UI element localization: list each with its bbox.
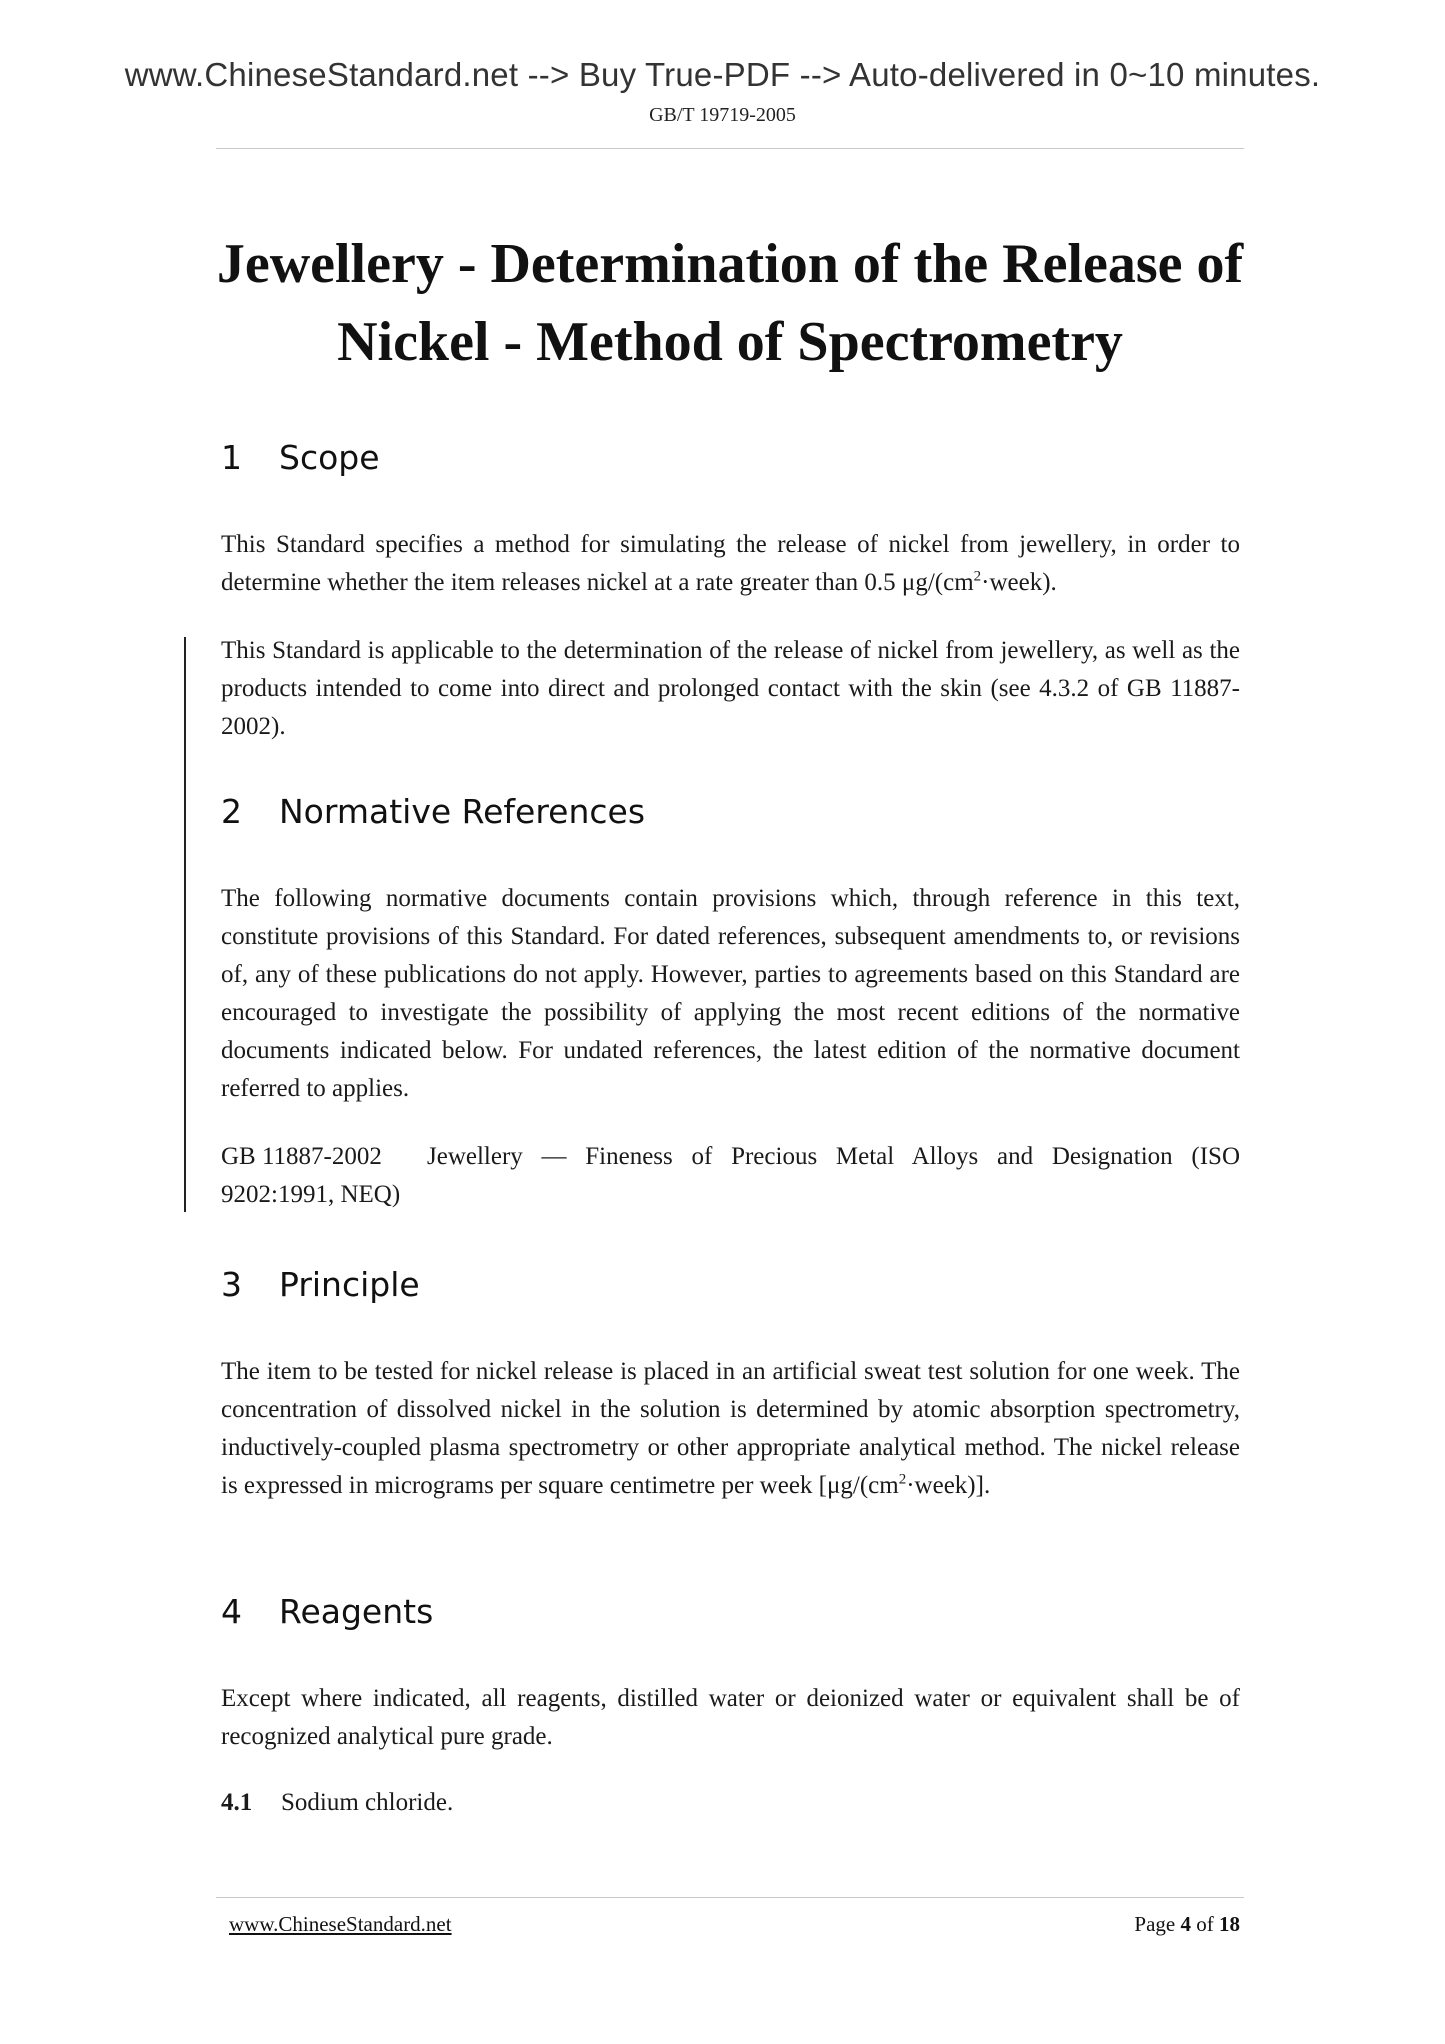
superscript: 2: [898, 1471, 907, 1488]
scope-p1-text: This Standard specifies a method for simulating the release of nickel from jewellery, in order to determine whether the item releases nickel at a rate greater than 0.5 μg/(cm: [221, 531, 1240, 596]
section-heading-normative-references: [221, 792, 645, 831]
section-heading-scope: [221, 438, 380, 477]
principle-tail: ·week)].: [906, 1472, 991, 1499]
title-line-1: Jewellery - Determination of the Release of: [216, 233, 1244, 295]
reagent-item-text: Sodium chloride.: [281, 1789, 454, 1816]
scope-paragraph-2: This Standard is applicable to the determination of the release of nickel from jewellery, as well as the products intended to come into direct and prolonged contact with the skin (see 4.3.2 of GB 11887-2002).: [221, 637, 1240, 740]
promo-banner: www.ChineseStandard.net --> Buy True-PDF --> Auto-delivered in 0~10 minutes.: [124, 56, 1321, 93]
scope-paragraph-1: [221, 526, 1240, 602]
page-of: of: [1196, 1912, 1214, 1936]
section-number: 2: [221, 792, 242, 831]
reagents-paragraph: Except where indicated, all reagents, distilled water or deionized water or equivalent shall be of recognized analytical pure grade.: [221, 1685, 1240, 1750]
footer-divider: [216, 1897, 1244, 1898]
reference-title: Jewellery — Fineness of Precious Metal Alloys and Designation (ISO 9202:1991, NEQ): [221, 1143, 1240, 1208]
reagent-item-number: 4.1: [221, 1789, 253, 1816]
section-title: Principle: [279, 1265, 420, 1304]
page-current: 4: [1180, 1912, 1191, 1936]
section-number: 3: [221, 1265, 242, 1304]
scope-p1-tail: ·week).: [981, 569, 1057, 596]
reference-code: GB 11887-2002: [221, 1143, 382, 1170]
header-divider: [216, 148, 1244, 149]
title-line-2: Nickel - Method of Spectrometry: [337, 311, 1123, 373]
page-indicator: [1000, 1912, 1240, 1937]
section-heading-principle: [221, 1265, 420, 1304]
footer-website-link[interactable]: www.ChineseStandard.net: [229, 1912, 452, 1936]
document-title: [150, 225, 1310, 381]
principle-text: The item to be tested for nickel release is placed in an artificial sweat test solution for one week. The concentration of dissolved nickel in the solution is determined by atomic absorption spectrometry, inductively-coupled plasma spectrometry or other appropriate analytical method. The nickel release is expressed in micrograms per square centimetre per week [μg/(cm: [221, 1358, 1240, 1499]
section-number: 4: [221, 1592, 242, 1631]
superscript: 2: [973, 568, 982, 585]
page-total: 18: [1219, 1912, 1240, 1936]
standard-code: GB/T 19719-2005: [649, 104, 796, 126]
revision-change-bar: [184, 637, 186, 1212]
principle-paragraph: [221, 1353, 1240, 1505]
section-title: Normative References: [279, 792, 646, 831]
reagent-item: [221, 1784, 1240, 1822]
section-title: Reagents: [279, 1592, 434, 1631]
section-number: 1: [221, 438, 242, 477]
normative-reference-entry: [221, 1138, 1240, 1214]
section-heading-reagents: [221, 1592, 433, 1631]
page-word: Page: [1134, 1912, 1176, 1936]
normative-references-paragraph: The following normative documents contain provisions which, through reference in this text, constitute provisions of this Standard. For dated references, subsequent amendments to, or revisions of, any of these publications do not apply. However, parties to agreements based on this Standard are encouraged to investigate the possibility of applying the most recent editions of the normative documents indicated below. For undated references, the latest edition of the normative document referred to applies.: [221, 885, 1240, 1102]
section-title: Scope: [279, 438, 380, 477]
